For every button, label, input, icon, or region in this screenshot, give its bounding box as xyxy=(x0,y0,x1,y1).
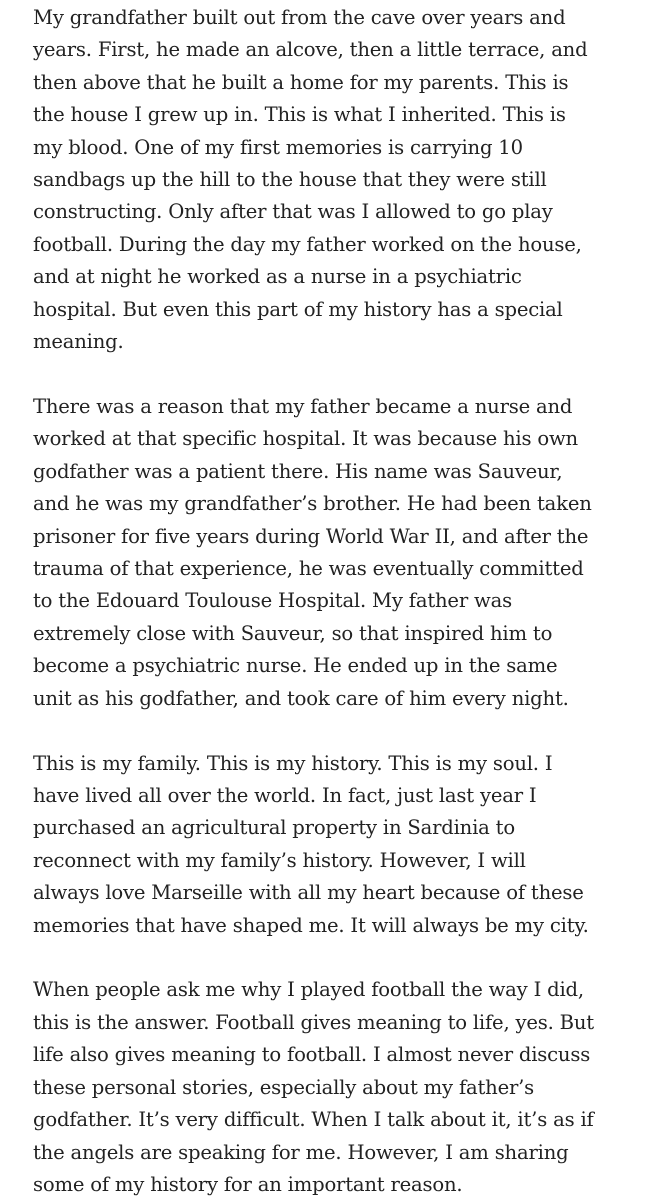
text-line: trauma of that experience, he was eventually committed xyxy=(33,557,584,580)
text-line: and at night he worked as a nurse in a psychiatric xyxy=(33,265,522,289)
text-line: prisoner for five years during World War II, and after the xyxy=(33,524,589,548)
paragraph-father-nurse xyxy=(33,391,631,715)
text-line: life also gives meaning to football. I almost never discuss xyxy=(33,1043,591,1067)
text-line: constructing. Only after that was I allowed to go play xyxy=(33,200,553,224)
text-line: godfather. It’s very difficult. When I talk about it, it’s as if xyxy=(33,1108,594,1132)
text-line: my blood. One of my first memories is carrying 10 xyxy=(33,135,523,159)
text-line: become a psychiatric nurse. He ended up in the same xyxy=(33,654,558,678)
text-line: some of my history for an important reason. xyxy=(33,1172,463,1196)
text-line: extremely close with Sauveur, so that inspired him to xyxy=(33,621,553,645)
text-line: My grandfather built out from the cave over years and xyxy=(33,6,566,29)
text-line: hospital. But even this part of my history has a special xyxy=(33,297,563,321)
text-line: meaning. xyxy=(33,330,124,354)
text-line: years. First, he made an alcove, then a little terrace, and xyxy=(33,38,588,62)
text-line: have lived all over the world. In fact, just last year I xyxy=(33,783,537,807)
text-line: reconnect with my family’s history. However, I will xyxy=(33,848,526,872)
text-line: always love Marseille with all my heart because of these xyxy=(33,881,584,905)
text-line: This is my family. This is my history. This is my soul. I xyxy=(33,751,553,775)
text-line: unit as his godfather, and took care of him every night. xyxy=(33,686,569,710)
text-line: to the Edouard Toulouse Hospital. My father was xyxy=(33,589,512,613)
paragraph-meaning-of-football xyxy=(33,974,631,1201)
text-line: these personal stories, especially about my father’s xyxy=(33,1075,535,1099)
text-line: purchased an agricultural property in Sardinia to xyxy=(33,816,515,840)
text-line: worked at that specific hospital. It was because his own xyxy=(33,427,578,451)
text-line: memories that have shaped me. It will always be my city. xyxy=(33,913,589,937)
text-line: godfather was a patient there. His name was Sauveur, xyxy=(33,459,563,483)
text-line: then above that he built a home for my parents. This is xyxy=(33,70,569,94)
text-line: this is the answer. Football gives meaning to life, yes. But xyxy=(33,1010,594,1034)
text-line: football. During the day my father worked on the house, xyxy=(33,232,582,256)
paragraph-grandfather-house xyxy=(33,2,631,358)
text-line: the angels are speaking for me. However, I am sharing xyxy=(33,1140,569,1164)
text-line: the house I grew up in. This is what I inherited. This is xyxy=(33,103,566,127)
paragraph-family-history xyxy=(33,748,631,942)
text-line: When people ask me why I played football the way I did, xyxy=(33,978,584,1002)
text-line: and he was my grandfather’s brother. He had been taken xyxy=(33,492,592,516)
text-line: There was a reason that my father became a nurse and xyxy=(33,394,573,418)
text-line: sandbags up the hill to the house that they were still xyxy=(33,168,547,192)
